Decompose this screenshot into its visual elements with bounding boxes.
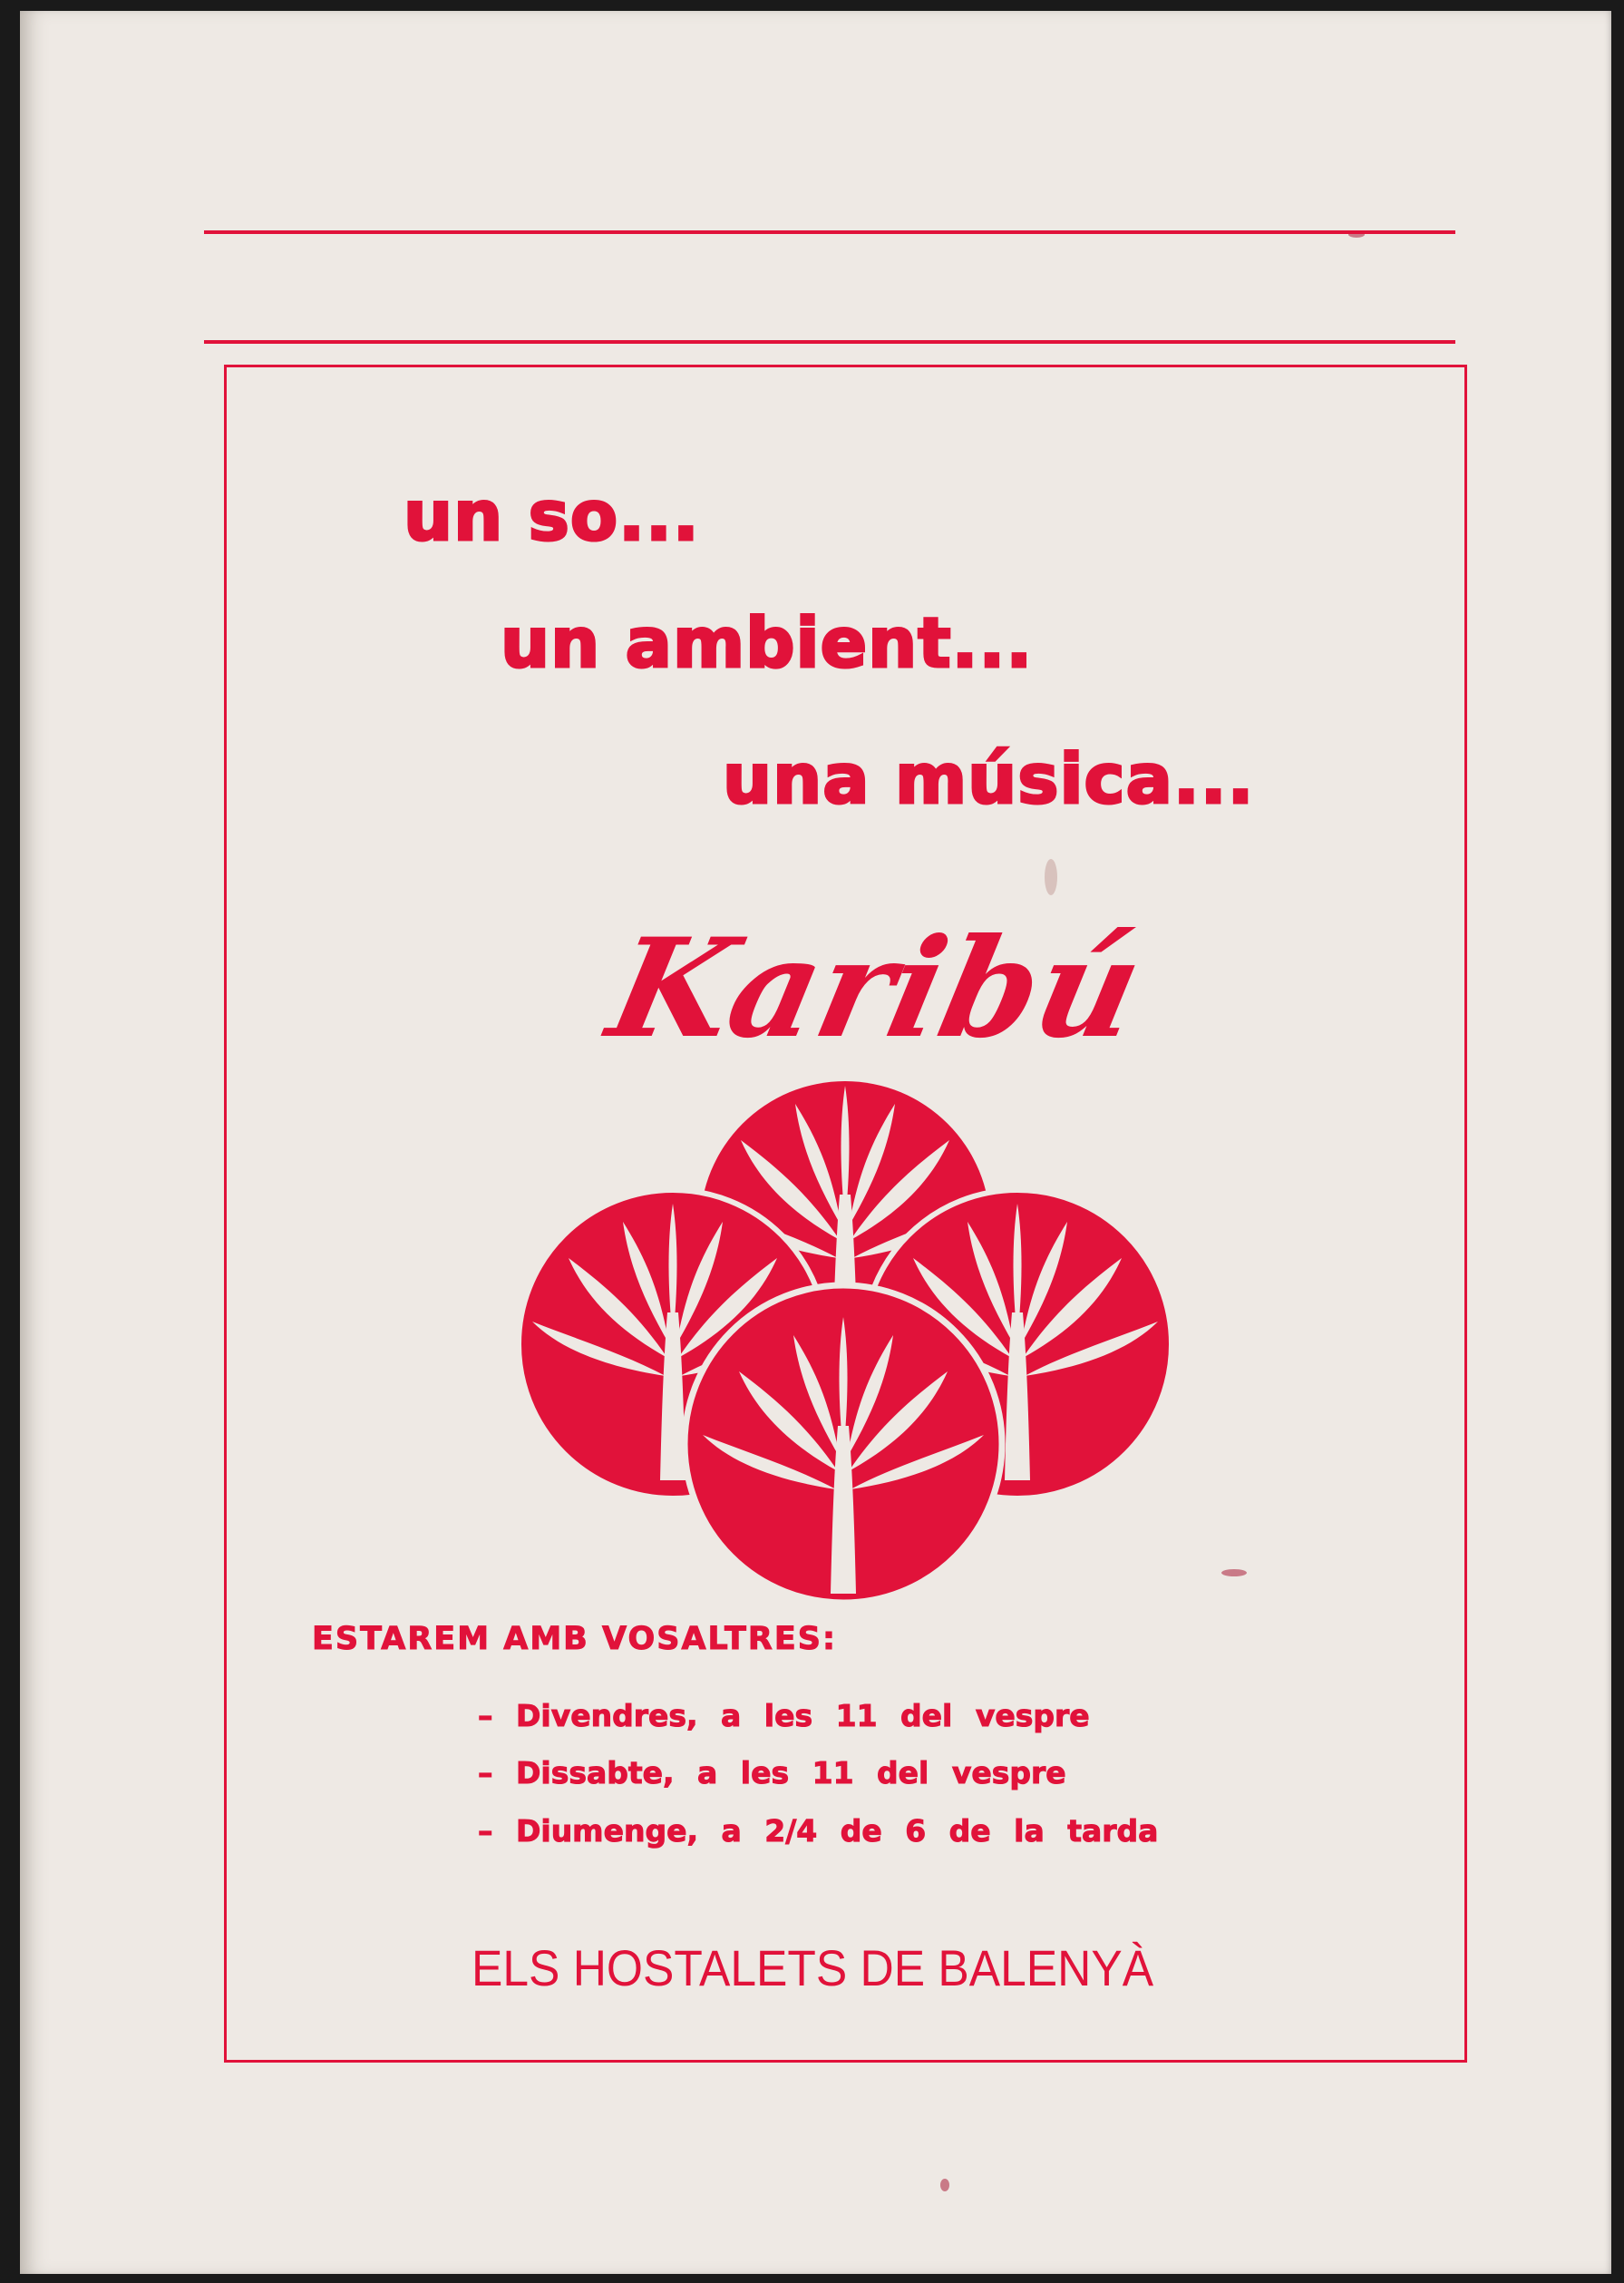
second-rule	[204, 340, 1455, 344]
magazine-page	[20, 11, 1611, 2274]
four-suns-palm-trees-icon	[501, 1081, 1190, 1607]
slogan-line-3: una música...	[723, 738, 1255, 819]
paper-speck	[940, 2179, 949, 2191]
top-rule	[204, 230, 1455, 234]
schedule-friday: – Divendres, a les 11 del vespre	[478, 1698, 1090, 1733]
schedule-saturday: – Dissabte, a les 11 del vespre	[478, 1755, 1066, 1790]
schedule-intro: ESTAREM AMB VOSALTRES:	[312, 1621, 837, 1657]
schedule-sunday: – Diumenge, a 2/4 de 6 de la tarda	[478, 1813, 1159, 1849]
venue-location: ELS HOSTALETS DE BALENYÀ	[472, 1939, 1154, 1996]
bleed-through-text	[510, 179, 520, 212]
slogan-line-1: un so...	[404, 475, 700, 556]
slogan-line-2: un ambient...	[501, 602, 1034, 683]
brand-name: Karibú	[597, 909, 1155, 1068]
